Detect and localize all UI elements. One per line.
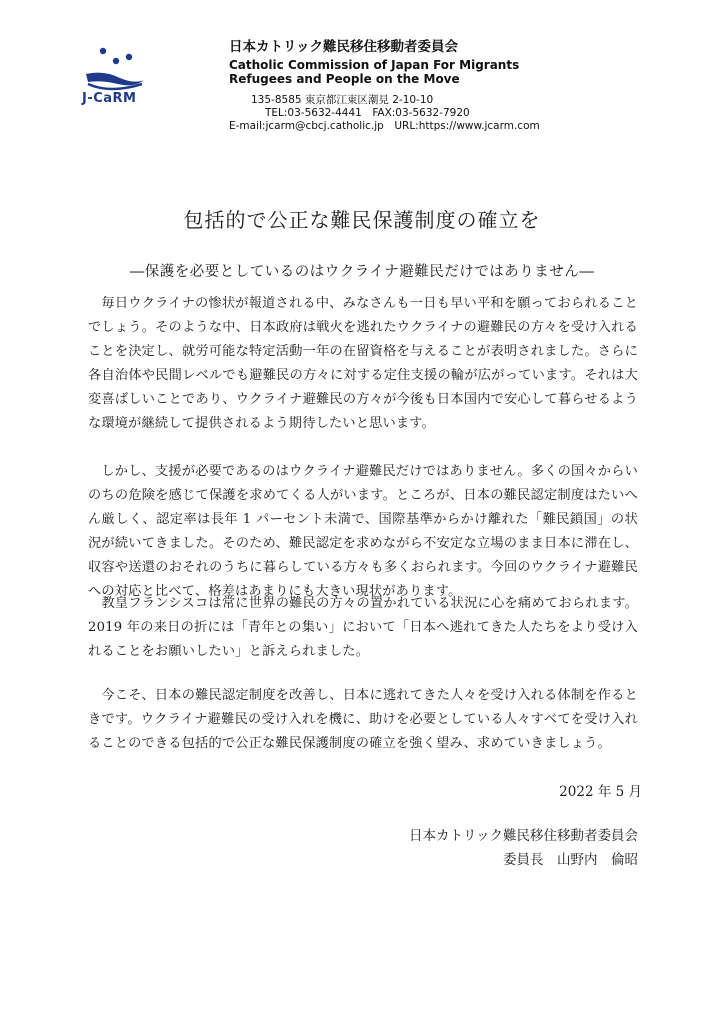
body-paragraph-2: しかし、支援が必要であるのはウクライナ避難民だけではありません。多くの国々からいのちの危険を感じて保護を求めてくる人がいます。ところが、日本の難民認定制度はたいへん厳しく、認定率は長年 1 パーセント未満で、国際基準からかけ離れた「難民鎖国」の状況が続いてきました。そのため、難民認定を求めながら不安定な立場のまま日本に滞在し、収容や送還のおそれのうちに暮らしている方々も多くおられます。今回のウクライナ避難民への対応と比べて、格差はあまりにも大きい現状があります。: [88, 464, 638, 600]
organization-name-ja: 日本カトリック難民移住移動者委員会: [229, 39, 458, 55]
organization-name-en-line1: Catholic Commission of Japan For Migrants: [229, 57, 520, 72]
address: 135-8585 東京都江東区潮見 2-10-10: [251, 94, 434, 106]
letterhead: [229, 41, 529, 91]
body-paragraph-1: 毎日ウクライナの惨状が報道される中、みなさんも一日も早い平和を願っておられることでしょう。そのような中、日本政府は戦火を逃れたウクライナの避難民の方々を受け入れることを決定し、就労可能な特定活動一年の在留資格を与えることが表明されました。さらに各自治体や民間レベルでも避難民の方々に対する定住支援の輪が広がっています。それは大変喜ばしいことであり、ウクライナ避難民の方々が今後も日本国内で安心して暮らせるような環境が継続して提供されるよう期待したいと思います。: [88, 296, 638, 432]
body-paragraph-4: 今こそ、日本の難民認定制度を改善し、日本に逃れてきた人々を受け入れる体制を作るときです。ウクライナ避難民の受け入れを機に、助けを必要としている人々すべてを受け入れることのできる包括的で公正な難民保護制度の確立を強く望み、求めていきましょう。: [88, 688, 638, 752]
organization-name-en-line2: Refugees and People on the Move: [229, 71, 460, 86]
document-date: 2022 年 5 月: [559, 784, 642, 800]
phone-fax: TEL:03-5632-4441 FAX:03-5632-7920: [265, 107, 470, 119]
document-title: 包括的で公正な難民保護制度の確立を: [183, 208, 541, 232]
signature-person: 委員長 山野内 倫昭: [503, 852, 638, 868]
email-url: E-mail:jcarm@cbcj.catholic.jp URL:https://www.jcarm.com: [229, 120, 540, 132]
signature-organization: 日本カトリック難民移住移動者委員会: [409, 828, 638, 844]
body-paragraph-3: 教皇フランシスコは常に世界の難民の方々の置かれている状況に心を痛めておられます。2019 年の来日の折には「青年との集い」において「日本へ逃れてきた人たちをより受け入れることをお願いしたい」と訴えられました。: [88, 596, 638, 660]
logo-text: J-CaRM: [82, 91, 137, 106]
document-subtitle: ―保護を必要としているのはウクライナ避難民だけではありません―: [129, 264, 595, 280]
